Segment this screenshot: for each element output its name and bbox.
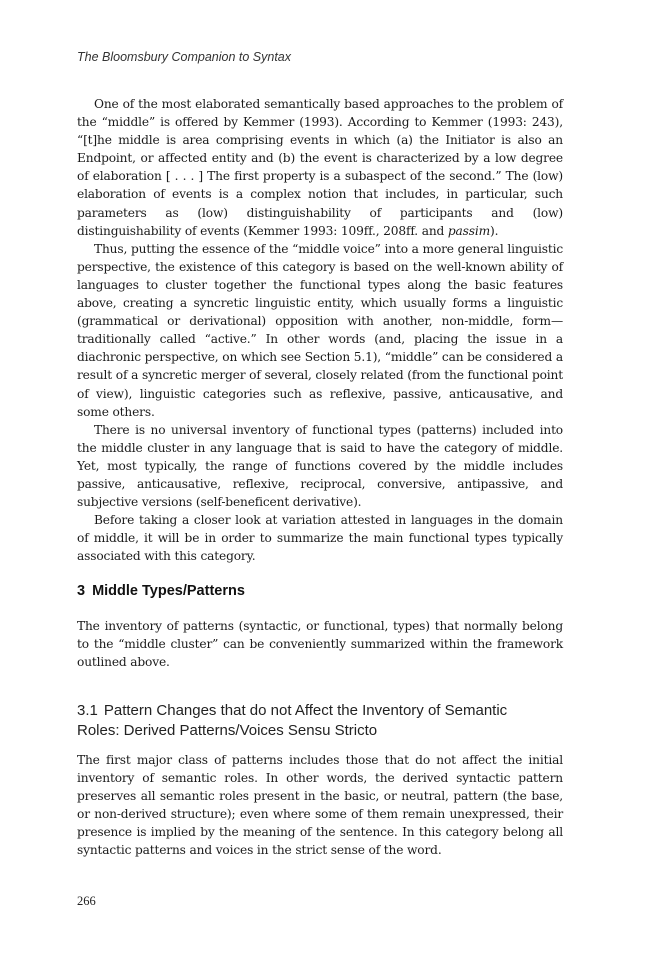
paragraph-text: One of the most elaborated semantically based approaches to the problem of the “middle” is offered by Kemmer (1993). According to Kemmer (1993: 243), “[t]he middle is area comprising events in which (a) the Initiator is also an Endpoint, or affected entity and (b) the event is characterized by a low degree of elaboration [ . . . ] The first property is a subaspect of the second.” The (low) elaboration of events is a complex notion that includes, in particular, such parameters as (low) distinguishability of participants and (low) distinguishability of events (Kemmer 1993: 109ff., 208ff. and (77, 97, 563, 238)
section-heading (77, 583, 563, 599)
page-number: 266 (77, 894, 96, 908)
paragraph: Thus, putting the essence of the “middle voice” into a more general linguistic perspective, the existence of this category is based on the well-known ability of languages to cluster together the functional types along the basic features above, creating a syncretic linguistic entity, which usually forms a linguistic (grammatical or derivational) opposition with another, non-middle, form—traditionally called “active.” In other words (and, placing the issue in a diachronic perspective, on which see Section 5.1), “middle” can be considered a result of a syncretic merger of several, closely related (from the functional point of view), linguistic categories such as reflexive, passive, anticausative, and some others. (77, 241, 563, 419)
subsection-title: Pattern Changes that do not Affect the Inventory of Semantic Roles: Derived Patterns/Voices Sensu Stricto (77, 702, 508, 739)
paragraph-close: ). (490, 223, 499, 238)
paragraph: The inventory of patterns (syntactic, or functional, types) that normally belong to the “middle cluster” can be conveniently summarized within the framework outlined above. (77, 619, 563, 670)
passim-italic: passim (447, 223, 491, 238)
subsection-body (77, 751, 563, 860)
section-title: Middle Types/Patterns (92, 583, 245, 599)
paragraph: The first major class of patterns includes those that do not affect the initial inventory of semantic roles. In other words, the derived syntactic pattern preserves all semantic roles present in the basic, or neutral, pattern (the base, or non-derived structure); even where some of them remain unexpressed, their presence is implied by the meaning of the sentence. In this category belong all syntactic patterns and voices in the strict sense of the word. (77, 753, 563, 858)
section-number: 3 (77, 583, 86, 599)
paragraph: Before taking a closer look at variation attested in languages in the domain of middle, it will be in order to summarize the main functional types typically associated with this category. (77, 513, 563, 564)
subsection-number: 3.1 (77, 702, 98, 719)
section-body (77, 617, 563, 671)
paragraph: There is no universal inventory of functional types (patterns) included into the middle cluster in any language that is said to have the category of middle. Yet, most typically, the range of functions covered by the middle includes passive, anticausative, reflexive, reciprocal, conversive, antipassive, and subjective versions (self-beneficent derivative). (77, 422, 563, 510)
running-head: The Bloomsbury Companion to Syntax (77, 50, 291, 64)
paragraph (77, 95, 563, 240)
body-text (77, 95, 563, 565)
subsection-heading (77, 701, 547, 741)
